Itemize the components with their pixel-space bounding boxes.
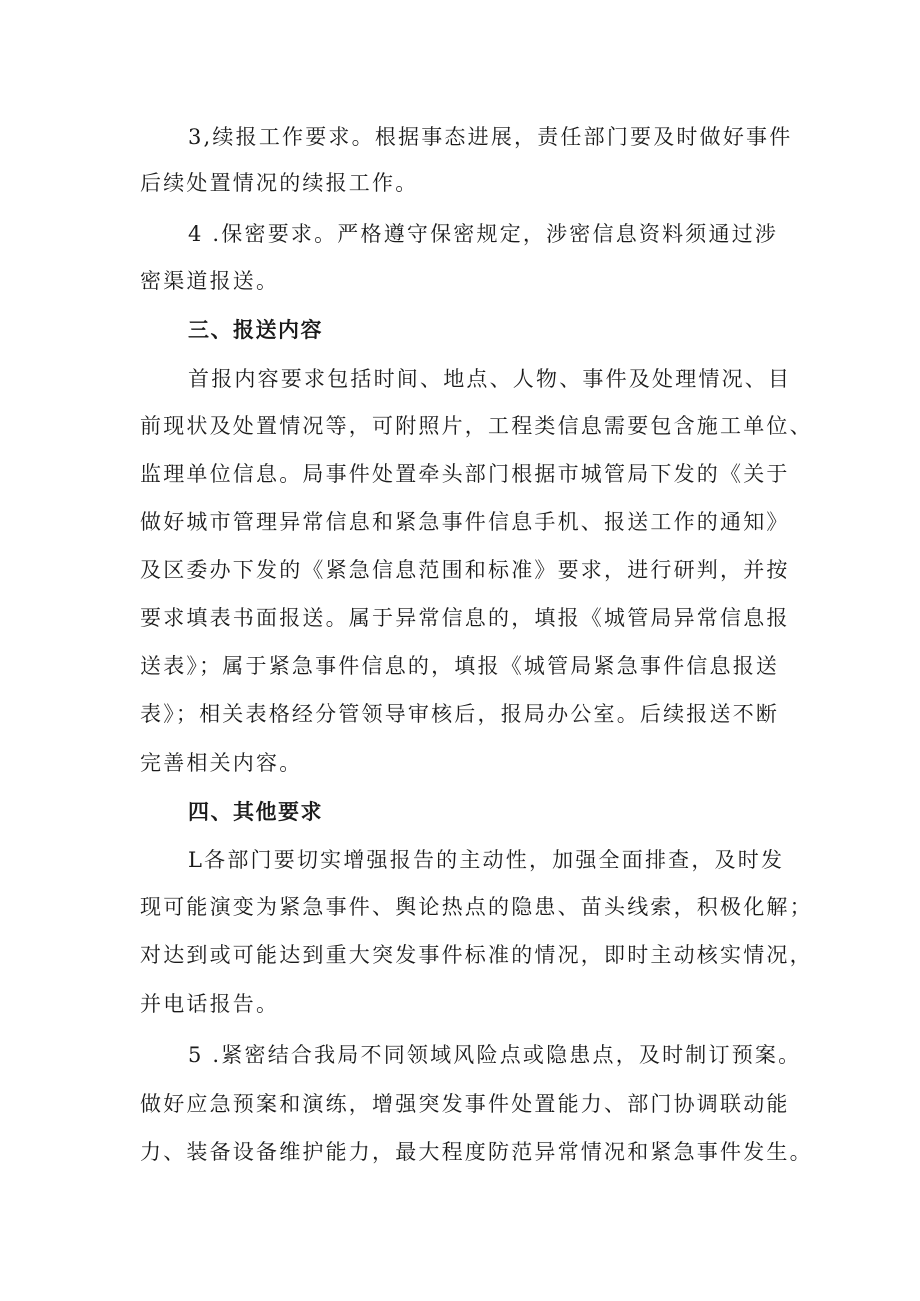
paragraph-line: 4 .保密要求。严格遵守保密规定，涉密信息资料须通过涉 <box>188 222 779 246</box>
paragraph-line: 并电话报告。 <box>140 992 280 1016</box>
paragraph-line: L各部门要切实增强报告的主动性，加强全面排查，及时发 <box>188 848 785 872</box>
paragraph-line: 力、装备设备维护能力，最大程度防范异常情况和紧急事件发生。 <box>140 1140 813 1164</box>
paragraph-line: 做好应急预案和演练，增强突发事件处置能力、部门协调联动能 <box>140 1092 790 1116</box>
paragraph-line: 密渠道报送。 <box>140 269 280 293</box>
paragraph-line: 完善相关内容。 <box>140 751 303 775</box>
paragraph-line: 要求填表书面报送。属于异常信息的，填报《城管局异常信息报 <box>140 606 790 630</box>
paragraph-line: 对达到或可能达到重大突发事件标准的情况，即时主动核实情况， <box>140 943 813 967</box>
paragraph-line: 送表》；属于紧急事件信息的，填报《城管局紧急事件信息报送 <box>140 654 780 678</box>
paragraph-line: 做好城市管理异常信息和紧急事件信息手机、报送工作的通知》 <box>140 510 790 534</box>
paragraph-line: 前现状及处置情况等，可附照片，工程类信息需要包含施工单位、 <box>140 414 813 438</box>
paragraph-line: 表》；相关表格经分管领导审核后，报局办公室。后续报送不断 <box>140 702 780 726</box>
section-heading: 四、其他要求 <box>188 800 323 824</box>
section-heading: 三、报送内容 <box>188 318 323 342</box>
paragraph-line: 首报内容要求包括时间、地点、人物、事件及处理情况、目 <box>188 367 792 391</box>
paragraph-line: 及区委办下发的《紧急信息范围和标准》要求，进行研判，并按 <box>140 558 790 582</box>
paragraph-line: 现可能演变为紧急事件、舆论热点的隐患、苗头线索，积极化解； <box>140 895 813 919</box>
paragraph-line: 监理单位信息。局事件处置牵头部门根据市城管局下发的《关于 <box>140 462 790 486</box>
paragraph-line: 后续处置情况的续报工作。 <box>140 171 419 195</box>
paragraph-line: 5 .紧密结合我局不同领域风险点或隐患点，及时制订预案。 <box>188 1043 802 1067</box>
paragraph-line: 3,续报工作要求。根据事态进展，责任部门要及时做好事件 <box>188 125 793 149</box>
